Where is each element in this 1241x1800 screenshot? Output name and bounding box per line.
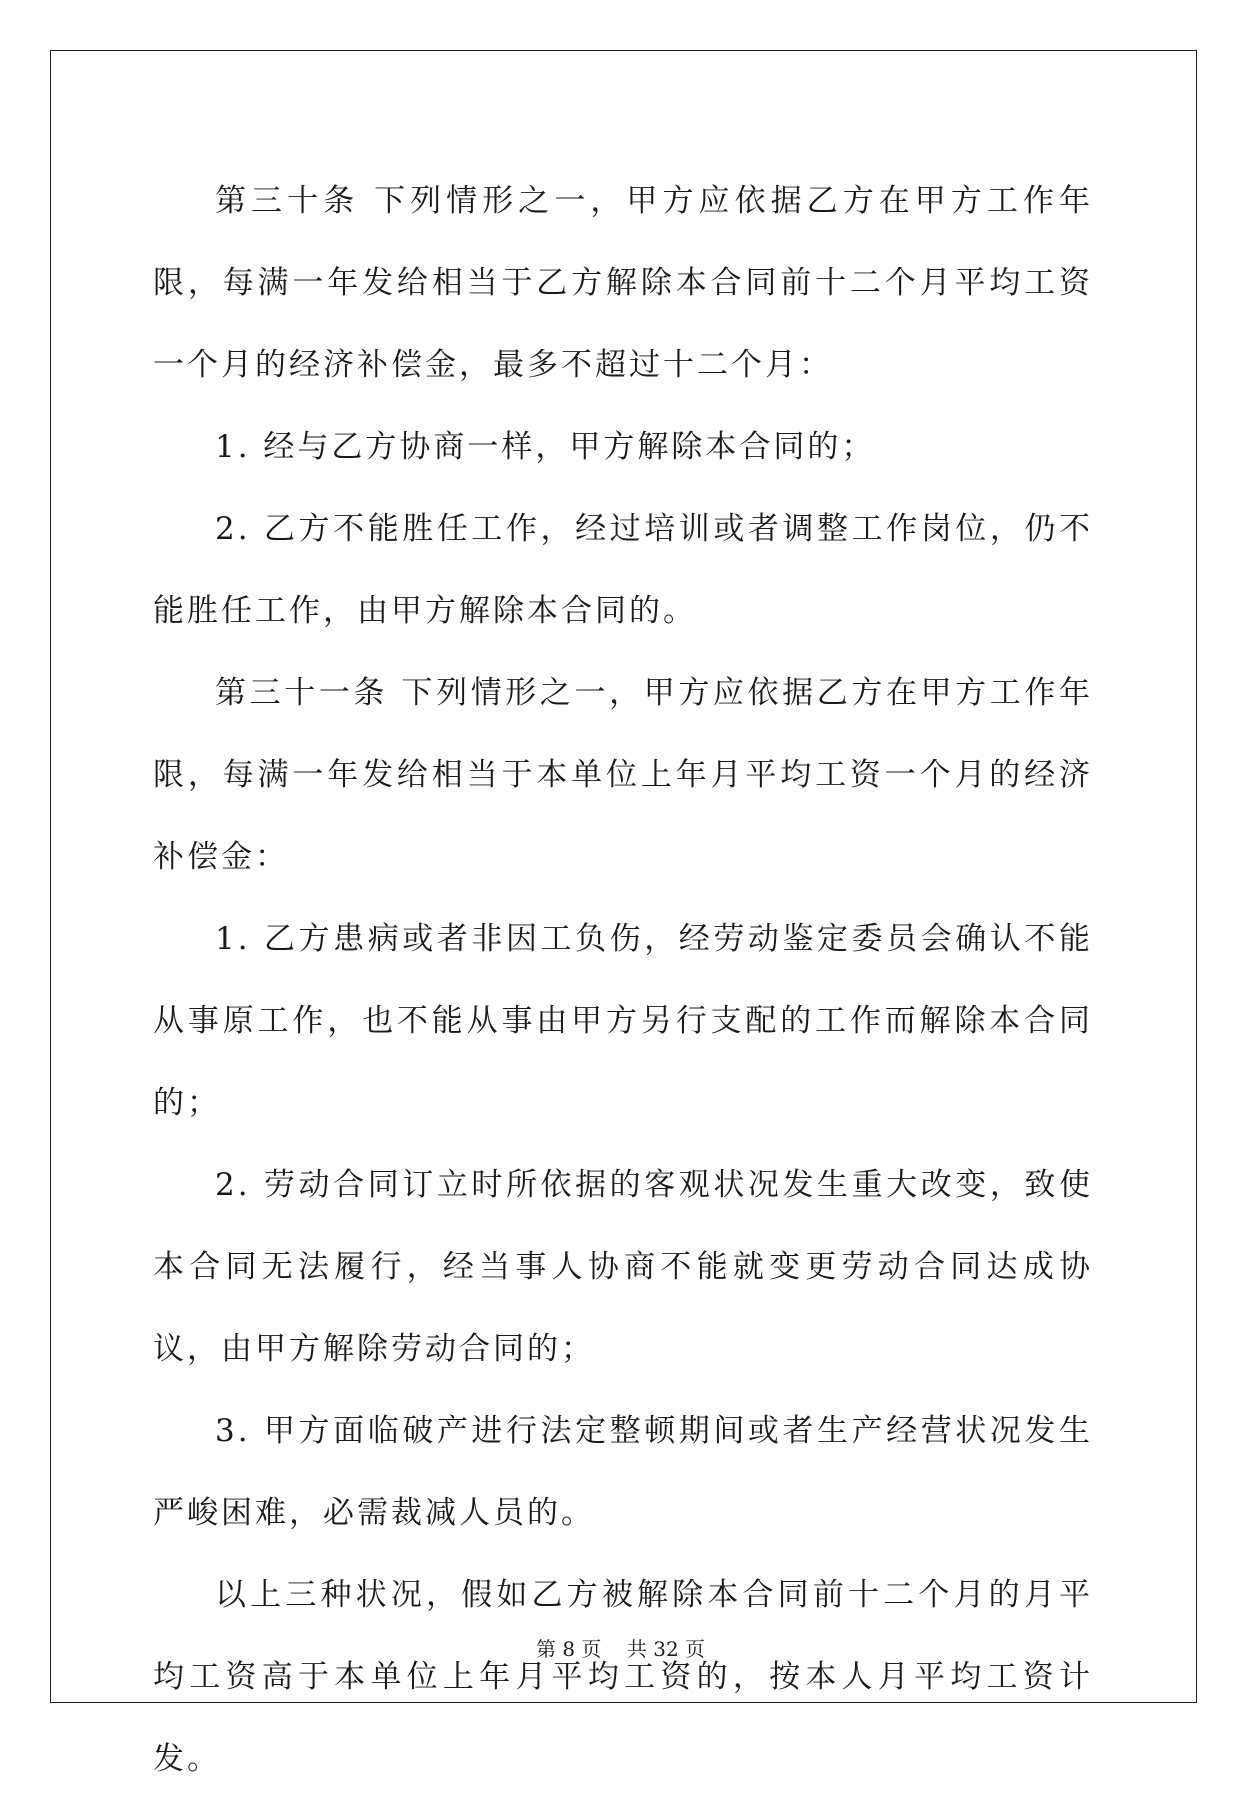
article-31-item-1: 1. 乙方患病或者非因工负伤，经劳动鉴定委员会确认不能从事原工作，也不能从事由甲方另行支配的工作而解除本合同的； bbox=[153, 921, 1093, 1121]
article-31-intro: 第三十一条 下列情形之一，甲方应依据乙方在甲方工作年限，每满一年发给相当于本单位上年月平均工资一个月的经济补偿金： bbox=[153, 675, 1093, 875]
article-30-intro: 第三十条 下列情形之一，甲方应依据乙方在甲方工作年限，每满一年发给相当于乙方解除本合同前十二个月平均工资一个月的经济补偿金，最多不超过十二个月： bbox=[153, 183, 1093, 383]
article-30-item-2: 2. 乙方不能胜任工作，经过培训或者调整工作岗位，仍不能胜任工作，由甲方解除本合同的。 bbox=[153, 511, 1093, 629]
article-30-item-1: 1. 经与乙方协商一样，甲方解除本合同的； bbox=[215, 429, 876, 465]
article-31-item-2: 2. 劳动合同订立时所依据的客观状况发生重大改变，致使本合同无法履行，经当事人协商不能就变更劳动合同达成协议，由甲方解除劳动合同的； bbox=[153, 1167, 1093, 1367]
article-31-item-3: 3. 甲方面临破产进行法定整顿期间或者生产经营状况发生严峻困难，必需裁减人员的。 bbox=[153, 1413, 1093, 1531]
summary-paragraph: 以上三种状况，假如乙方被解除本合同前十二个月的月平均工资高于本单位上年月平均工资的，按本人月平均工资计发。 bbox=[153, 1577, 1093, 1777]
page-number: 第 8 页 bbox=[535, 1637, 602, 1661]
page-total: 共 32 页 bbox=[626, 1637, 706, 1661]
document-body bbox=[153, 160, 1093, 1800]
page-footer bbox=[0, 1633, 1241, 1662]
